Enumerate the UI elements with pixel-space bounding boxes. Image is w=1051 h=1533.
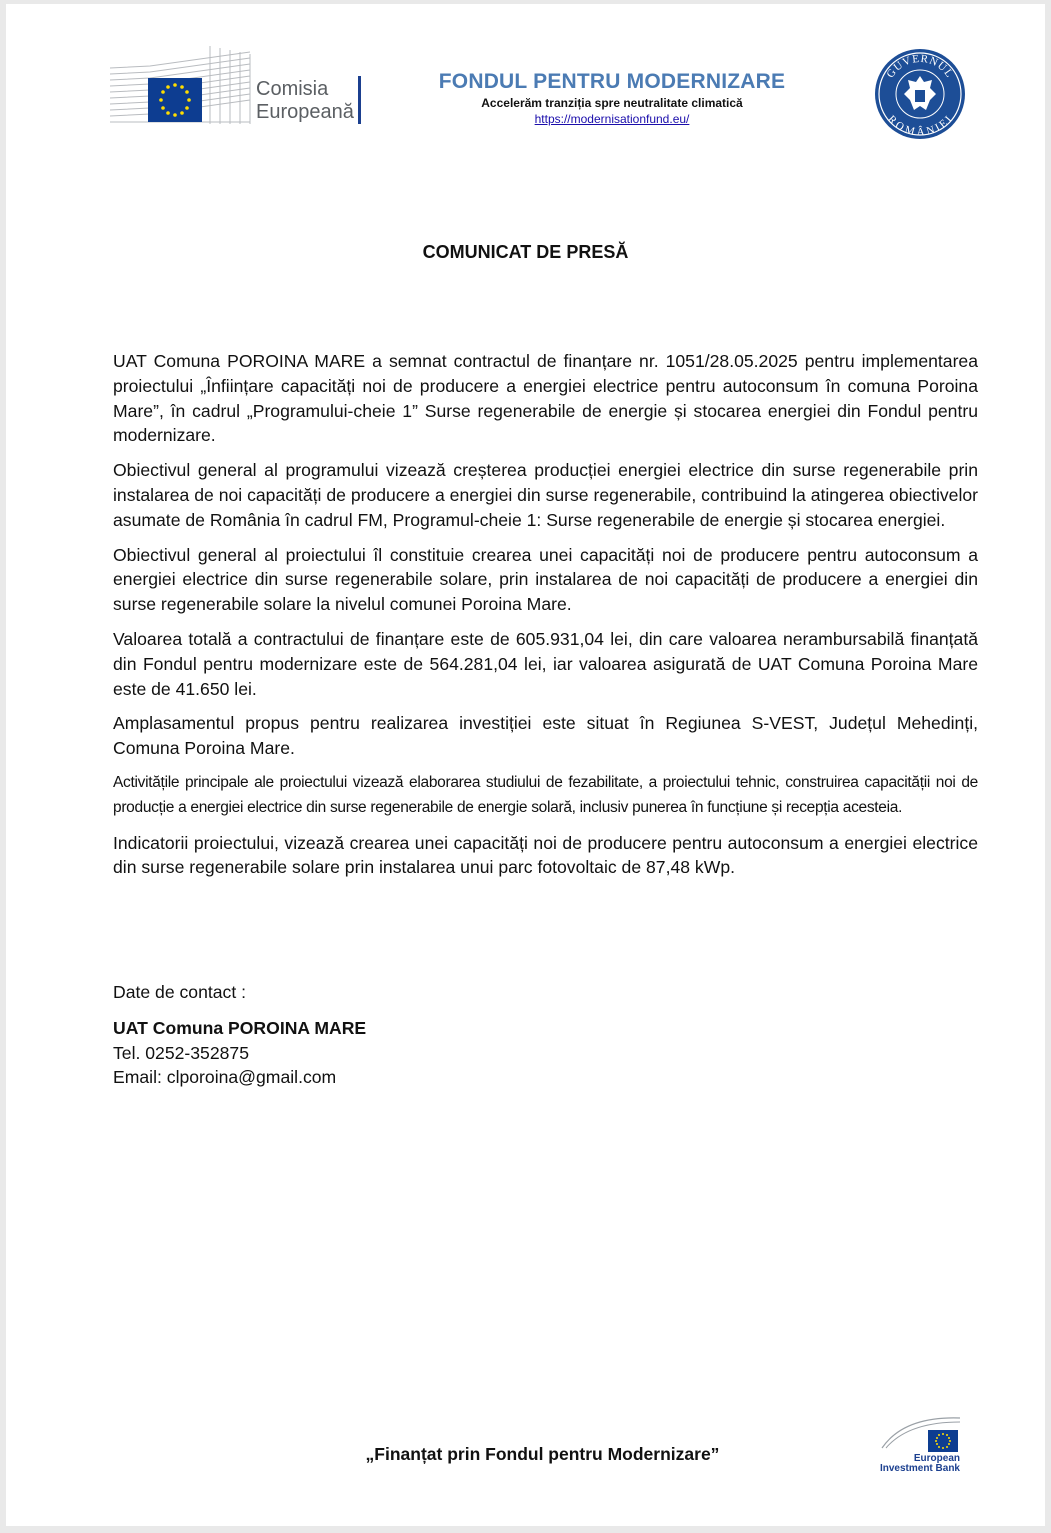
document-title: COMUNICAT DE PRESĂ [422, 242, 629, 262]
paragraph-program-objective: Obiectivul general al programului vizează creșterea producției energiei electrice din surse regenerabile prin instalarea de noi capacități de producere a energiei din surse regenerabile, contribuind la atingerea obiectivelor asumate de România în cadrul FM, Programul-cheie 1: Surse regenerabile de energie și stocarea energiei. [113, 460, 978, 530]
ec-name-line1: Comisia [256, 78, 329, 100]
contact-block [113, 980, 713, 1090]
seal-top-text: GUVERNUL [884, 52, 956, 81]
paragraph-activities: Activitățile principale ale proiectului vizează elaborarea studiului de fezabilitate, a proiectului tehnic, construirea capacității noi de producție a energiei electrice din surse regenerabile de energie solară, inclusiv punerea în funcțiune și recepția acesteia. [113, 773, 978, 816]
contact-organization: UAT Comuna POROINA MARE [113, 1017, 367, 1038]
paragraph-indicators: Indicatorii proiectului, vizează crearea unei capacități noi de producere pentru autoconsum a energiei electrice din surse regenerabile solare prin instalarea unui parc fotovoltaic de 87,48 kWp. [113, 832, 978, 878]
eib-name [866, 1454, 960, 1474]
fund-url-link[interactable]: https://modernisationfund.eu/ [534, 112, 690, 126]
paragraph-value: Valoarea totală a contractului de finanțare este de 605.931,04 lei, din care valoarea nerambursabilă finanțată din Fondul pentru modernizare este de 564.281,04 lei, iar valoarea asigurată de UAT Comuna Poroina Mare este de 41.650 lei. [113, 628, 978, 699]
ec-name-line2: Europeană [256, 101, 354, 123]
paragraph-location: Amplasamentul propus pentru realizarea investiției este situat în Regiunea S-VEST, Județul Mehedinți, Comuna Poroina Mare. [113, 713, 978, 759]
eib-line2: Investment Bank [879, 1463, 960, 1474]
contact-phone: Tel. 0252-352875 [113, 1042, 249, 1063]
paragraph-project-objective: Obiectivul general al proiectului îl constituie crearea unei capacități noi de producere pentru autoconsum a energiei electrice din surse regenerabile solare, prin instalarea de noi capacități de producere a energiei din surse regenerabile solare la nivelul comunei Poroina Mare. [113, 544, 978, 615]
eib-line1: European [913, 1453, 960, 1464]
contact-label: Date de contact : [113, 982, 247, 1002]
fund-title: FONDUL PENTRU MODERNIZARE [438, 70, 786, 93]
ec-divider [358, 76, 361, 124]
contact-email: Email: clporoina@gmail.com [113, 1067, 337, 1088]
government-seal-icon [874, 48, 966, 140]
ec-name [256, 78, 354, 124]
seal-bottom-text: ROMÂNIEI [885, 113, 956, 139]
paragraph-contract: UAT Comuna POROINA MARE a semnat contractul de finanțare nr. 1051/28.05.2025 pentru implementarea proiectului „Înființare capacități noi de producere a energiei electrice pentru autoconsum în comuna Poroina Mare”, în cadrul „Programului-cheie 1” Surse regenerabile de energie și stocarea energiei din Fondul pentru modernizare. [113, 351, 978, 446]
fund-header [402, 70, 822, 128]
funding-note: „Finanțat prin Fondul pentru Modernizare” [365, 1444, 720, 1464]
fund-subtitle: Accelerăm tranziția spre neutralitate climatică [481, 96, 743, 110]
document-page [6, 4, 1045, 1526]
document-body [113, 349, 978, 890]
